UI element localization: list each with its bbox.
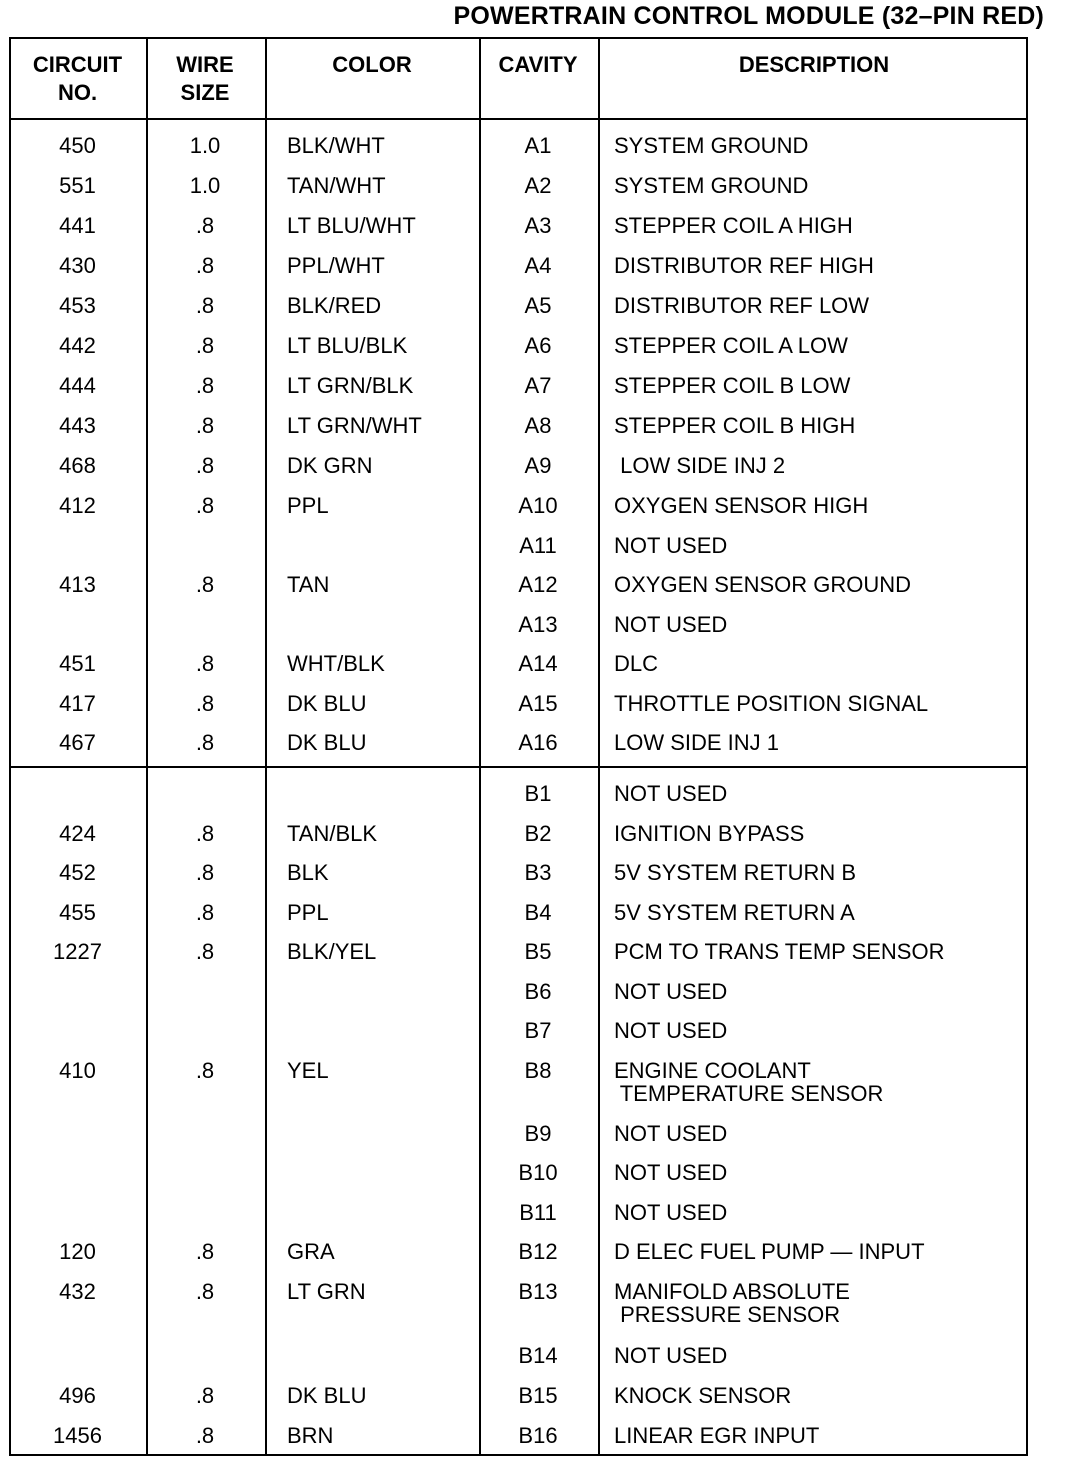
wire-color-cell: PPL bbox=[287, 493, 329, 518]
wire-color-cell: YEL bbox=[287, 1058, 329, 1083]
cavity-cell: A15 bbox=[518, 691, 558, 716]
circuit-no-cell: 432 bbox=[59, 1279, 96, 1304]
circuit-no-cell: 451 bbox=[59, 651, 96, 676]
cavity-cell: A10 bbox=[518, 493, 558, 518]
circuit-no-cell: 551 bbox=[59, 173, 96, 198]
wire-color-cell: LT GRN/BLK bbox=[287, 373, 414, 398]
cavity-cell: A16 bbox=[518, 730, 558, 755]
cavity-cell: A5 bbox=[524, 293, 552, 318]
description-cell: DLC bbox=[614, 651, 659, 676]
cavity-cell: A7 bbox=[524, 373, 552, 398]
wire-size-cell: .8 bbox=[195, 939, 215, 964]
description-cell: PCM TO TRANS TEMP SENSOR bbox=[614, 939, 945, 964]
cavity-cell: A11 bbox=[519, 533, 557, 558]
cavity-cell: A1 bbox=[524, 133, 552, 158]
cavity-cell: B10 bbox=[518, 1160, 558, 1185]
wire-size-cell: .8 bbox=[195, 293, 215, 318]
wire-size-cell: .8 bbox=[195, 572, 215, 597]
circuit-no-cell: 450 bbox=[59, 133, 96, 158]
circuit-no-cell: 410 bbox=[59, 1058, 96, 1083]
wire-color-cell: BRN bbox=[287, 1423, 334, 1448]
wire-size-cell: .8 bbox=[195, 373, 215, 398]
wire-color-cell: DK BLU bbox=[287, 1383, 367, 1408]
wire-color-cell: BLK bbox=[287, 860, 329, 885]
cavity-cell: A3 bbox=[524, 213, 552, 238]
circuit-no-cell: 120 bbox=[59, 1239, 96, 1264]
wire-color-cell: DK BLU bbox=[287, 730, 367, 755]
cavity-cell: B7 bbox=[524, 1018, 552, 1043]
wire-size-cell: .8 bbox=[195, 900, 215, 925]
wire-color-cell: TAN bbox=[287, 572, 330, 597]
cavity-cell: B11 bbox=[519, 1200, 557, 1225]
wire-size-cell: .8 bbox=[195, 333, 215, 358]
description-cell: NOT USED bbox=[614, 1343, 728, 1368]
cavity-cell: B5 bbox=[524, 939, 552, 964]
section-divider bbox=[11, 766, 1026, 768]
description-cell: NOT USED bbox=[614, 1160, 728, 1185]
header-wire-size: WIRE SIZE bbox=[176, 52, 234, 105]
header-divider bbox=[11, 118, 1026, 120]
cavity-cell: B13 bbox=[518, 1279, 558, 1304]
wire-color-cell: TAN/WHT bbox=[287, 173, 386, 198]
description-cell: THROTTLE POSITION SIGNAL bbox=[614, 691, 929, 716]
wire-size-cell: .8 bbox=[195, 413, 215, 438]
cavity-cell: A13 bbox=[518, 612, 558, 637]
circuit-no-cell: 468 bbox=[59, 453, 96, 478]
circuit-no-cell: 417 bbox=[59, 691, 96, 716]
cavity-cell: B12 bbox=[518, 1239, 558, 1264]
header-cavity: CAVITY bbox=[498, 52, 578, 77]
description-cell: OXYGEN SENSOR GROUND bbox=[614, 572, 912, 597]
wire-color-cell: LT GRN bbox=[287, 1279, 366, 1304]
wire-size-cell: 1.0 bbox=[189, 133, 221, 158]
wire-color-cell: LT GRN/WHT bbox=[287, 413, 422, 438]
wire-color-cell: PPL/WHT bbox=[287, 253, 385, 278]
circuit-no-cell: 424 bbox=[59, 821, 96, 846]
description-cell: NOT USED bbox=[614, 781, 728, 806]
wire-color-cell: GRA bbox=[287, 1239, 335, 1264]
wire-color-cell: LT BLU/WHT bbox=[287, 213, 416, 238]
circuit-no-cell: 442 bbox=[59, 333, 96, 358]
circuit-no-cell: 453 bbox=[59, 293, 96, 318]
wire-size-cell: .8 bbox=[195, 253, 215, 278]
circuit-no-cell: 443 bbox=[59, 413, 96, 438]
description-cell: STEPPER COIL A HIGH bbox=[614, 213, 853, 238]
circuit-no-cell: 412 bbox=[59, 493, 96, 518]
description-cell: STEPPER COIL B HIGH bbox=[614, 413, 856, 438]
cavity-cell: B14 bbox=[518, 1343, 558, 1368]
column-divider bbox=[598, 39, 600, 1454]
wire-color-cell: BLK/RED bbox=[287, 293, 382, 318]
circuit-no-cell: 452 bbox=[59, 860, 96, 885]
cavity-cell: A9 bbox=[524, 453, 552, 478]
wire-color-cell: BLK/YEL bbox=[287, 939, 377, 964]
wire-color-cell: WHT/BLK bbox=[287, 651, 385, 676]
description-cell: NOT USED bbox=[614, 1200, 728, 1225]
cavity-cell: B2 bbox=[524, 821, 552, 846]
wire-size-cell: .8 bbox=[195, 1239, 215, 1264]
description-cell: OXYGEN SENSOR HIGH bbox=[614, 493, 869, 518]
description-cell: LINEAR EGR INPUT bbox=[614, 1423, 820, 1448]
wire-size-cell: .8 bbox=[195, 691, 215, 716]
circuit-no-cell: 413 bbox=[59, 572, 96, 597]
column-divider bbox=[265, 39, 267, 1454]
cavity-cell: B6 bbox=[524, 979, 552, 1004]
cavity-cell: B16 bbox=[518, 1423, 558, 1448]
description-cell: NOT USED bbox=[614, 612, 728, 637]
description-cell: SYSTEM GROUND bbox=[614, 133, 809, 158]
circuit-no-cell: 455 bbox=[59, 900, 96, 925]
description-cell: 5V SYSTEM RETURN B bbox=[614, 860, 857, 885]
circuit-no-cell: 496 bbox=[59, 1383, 96, 1408]
pin-table bbox=[9, 37, 1028, 1456]
wire-size-cell: .8 bbox=[195, 213, 215, 238]
wire-size-cell: .8 bbox=[195, 730, 215, 755]
description-cell: ENGINE COOLANT TEMPERATURE SENSOR bbox=[614, 1058, 884, 1106]
cavity-cell: B9 bbox=[524, 1121, 552, 1146]
wire-size-cell: .8 bbox=[195, 821, 215, 846]
description-cell: KNOCK SENSOR bbox=[614, 1383, 792, 1408]
circuit-no-cell: 430 bbox=[59, 253, 96, 278]
wire-size-cell: .8 bbox=[195, 493, 215, 518]
cavity-cell: A6 bbox=[524, 333, 552, 358]
cavity-cell: A2 bbox=[524, 173, 552, 198]
description-cell: DISTRIBUTOR REF LOW bbox=[614, 293, 870, 318]
wire-size-cell: 1.0 bbox=[189, 173, 221, 198]
cavity-cell: A12 bbox=[518, 572, 558, 597]
description-cell: IGNITION BYPASS bbox=[614, 821, 805, 846]
wire-size-cell: .8 bbox=[195, 860, 215, 885]
circuit-no-cell: 444 bbox=[59, 373, 96, 398]
cavity-cell: B1 bbox=[524, 781, 552, 806]
cavity-cell: B4 bbox=[524, 900, 552, 925]
circuit-no-cell: 1456 bbox=[53, 1423, 102, 1448]
description-cell: NOT USED bbox=[614, 1018, 728, 1043]
cavity-cell: B3 bbox=[524, 860, 552, 885]
description-cell: STEPPER COIL A LOW bbox=[614, 333, 848, 358]
description-cell: NOT USED bbox=[614, 533, 728, 558]
wire-color-cell: TAN/BLK bbox=[287, 821, 378, 846]
wire-color-cell: PPL bbox=[287, 900, 329, 925]
cavity-cell: A8 bbox=[524, 413, 552, 438]
description-cell: NOT USED bbox=[614, 1121, 728, 1146]
wire-size-cell: .8 bbox=[195, 1423, 215, 1448]
description-cell: NOT USED bbox=[614, 979, 728, 1004]
wire-size-cell: .8 bbox=[195, 651, 215, 676]
header-circuit-no: CIRCUIT NO. bbox=[32, 52, 123, 105]
wire-size-cell: .8 bbox=[195, 1058, 215, 1083]
description-cell: LOW SIDE INJ 1 bbox=[614, 730, 780, 755]
circuit-no-cell: 1227 bbox=[53, 939, 102, 964]
page-title: POWERTRAIN CONTROL MODULE (32–PIN RED) bbox=[453, 2, 1044, 30]
description-cell: 5V SYSTEM RETURN A bbox=[614, 900, 855, 925]
wire-size-cell: .8 bbox=[195, 1279, 215, 1304]
circuit-no-cell: 441 bbox=[59, 213, 96, 238]
description-cell: SYSTEM GROUND bbox=[614, 173, 809, 198]
description-cell: LOW SIDE INJ 2 bbox=[614, 453, 786, 478]
wire-size-cell: .8 bbox=[195, 453, 215, 478]
wire-color-cell: DK GRN bbox=[287, 453, 373, 478]
wire-size-cell: .8 bbox=[195, 1383, 215, 1408]
cavity-cell: A14 bbox=[518, 651, 558, 676]
description-cell: DISTRIBUTOR REF HIGH bbox=[614, 253, 874, 278]
cavity-cell: B8 bbox=[524, 1058, 552, 1083]
description-cell: D ELEC FUEL PUMP — INPUT bbox=[614, 1239, 925, 1264]
header-color: COLOR bbox=[332, 52, 412, 77]
header-description: DESCRIPTION bbox=[738, 52, 890, 77]
wire-color-cell: DK BLU bbox=[287, 691, 367, 716]
wire-color-cell: BLK/WHT bbox=[287, 133, 385, 158]
description-cell: STEPPER COIL B LOW bbox=[614, 373, 851, 398]
cavity-cell: A4 bbox=[524, 253, 552, 278]
cavity-cell: B15 bbox=[518, 1383, 558, 1408]
description-cell: MANIFOLD ABSOLUTE PRESSURE SENSOR bbox=[614, 1279, 850, 1327]
circuit-no-cell: 467 bbox=[59, 730, 96, 755]
wire-color-cell: LT BLU/BLK bbox=[287, 333, 408, 358]
